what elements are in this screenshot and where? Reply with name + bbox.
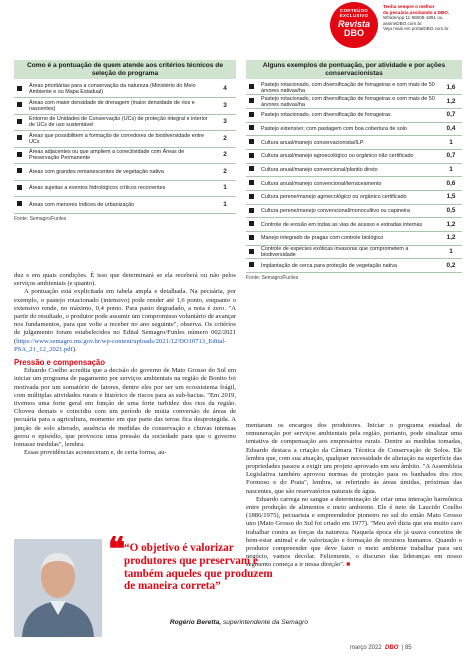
- promo-line5: Veja mais em portalDBO.com.br: [383, 26, 449, 32]
- row-score: 3: [214, 114, 236, 131]
- score-examples-title: Alguns exemplos de pontuação, por atividade e por ações conservacionistas: [246, 60, 462, 79]
- row-score: 1: [214, 197, 236, 214]
- bullet-square-icon: [246, 149, 259, 163]
- section-heading: Pressão e compensação: [14, 358, 106, 368]
- table-row: [246, 204, 462, 218]
- row-score: 0,4: [440, 122, 462, 136]
- table-row: [246, 95, 462, 109]
- bullet-square-icon: [246, 177, 259, 191]
- table-row: [14, 98, 236, 115]
- bullet-square-icon: [14, 147, 27, 164]
- row-label: Cultura anual/manejo conservacionista/ILP: [259, 136, 440, 150]
- bullet-square-icon: [14, 81, 27, 98]
- table-row: [246, 163, 462, 177]
- bullet-square-icon: [14, 197, 27, 214]
- row-label: Cultura anual/manejo convencional/terraceamento: [259, 177, 440, 191]
- subscription-promo: [383, 4, 473, 32]
- row-score: 1: [214, 180, 236, 197]
- quote-author-role: superintendente da Semagro: [222, 619, 308, 626]
- pull-quote: “O objetivo é valorizar produtores que preservam e também aqueles que produzem de maneira correta”: [124, 542, 273, 593]
- score-examples-source: Fonte: Semagro/Funles: [246, 275, 299, 282]
- bullet-square-icon: [246, 163, 259, 177]
- bullet-square-icon: [246, 108, 259, 122]
- bullet-square-icon: [14, 131, 27, 148]
- row-score: 0,5: [440, 204, 462, 218]
- table-row: [14, 180, 236, 197]
- table-row: [246, 81, 462, 95]
- criteria-table-title: Como é a pontuação de quem atende aos critérios técnicos de seleção do programa: [14, 60, 236, 79]
- row-score: 4: [214, 81, 236, 98]
- row-label: Cultura anual/manejo convencional/plantio direto: [259, 163, 440, 177]
- row-label: Áreas com grandes remanescentes de vegetação nativa: [27, 164, 214, 181]
- row-score: 2: [214, 164, 236, 181]
- table-row: [14, 147, 236, 164]
- row-label: Áreas com menores índices de urbanização: [27, 197, 214, 214]
- row-score: 1: [440, 163, 462, 177]
- article-paragraph: Eduardo Coelho acredita que a decisão do governo de Mato Grosso do Sul em iniciar um programa de pagamento por serviços ambientais na região de Bonito foi motivada por um somatório de fatores, dentre eles por ser um ecossistema frágil, com múltiplas atividades rurais e histórico de riscos para as sub-bacias. "Em 2019, tivemos uma forte geral em função de uma forte turbidez dos rios da região. Choveu demais e coincidiu com um período de muita conversão de áreas de pecuária para a agricultura, momento em que parte das terras fica desprotegida. A junção de solo alterado, ausência de medidas de conservação e chuvas intensas gerou o episódio, que provocou uma pressão da sociedade para que o governo tomasse medidas", lembra.: [14, 367, 236, 449]
- row-score: 1,5: [440, 191, 462, 205]
- badge-line1: CONTEÚDO EXCLUSIVO: [339, 8, 369, 18]
- promo-line1: Tenha sempre o melhor: [383, 4, 435, 9]
- row-label: Pastejo rotacionado, com diversificação de forrageiras e com mais de 50 árvores nativas/ha: [259, 95, 440, 109]
- row-score: 2: [214, 131, 236, 148]
- article-paragraph: [14, 288, 236, 354]
- bullet-square-icon: [246, 245, 259, 259]
- row-score: 0,7: [440, 149, 462, 163]
- table-row: [14, 114, 236, 131]
- criteria-table-body: [14, 81, 236, 214]
- row-label: Áreas que possibilitem a formação de corredores de biodiversidade entre UCs: [27, 131, 214, 148]
- article-paragraph-text: Eduardo carrega no sangue a determinação de criar uma interação harmônica entre produção de alimentos e meio ambiente. Ele é neto de Laucido Coelho (1886/1975), pecuarista e empreendedor pioneiro no sul do então Mato Grosso uno (Mato Grosso do Sul foi criado em 1977). "Meu avô dizia que era muito caro trabalhar contra as forças da natureza. Naquela época ele já usava conceitos de bem-estar animal e de valorização e formação de recursos humanos. Quando o produtor compreender que deve fazer o meio ambiente trabalhar para seu negócio, vamos decolar. Felizmente, o discurso das lideranças em nosso segmento começa a ir nessa direção".: [246, 495, 462, 569]
- criteria-table-source: Fonte: Semagro/Funles: [14, 215, 67, 222]
- bullet-square-icon: [246, 259, 259, 273]
- row-score: 1,6: [440, 81, 462, 95]
- promo-line2: da pecuária assinando a DBO.: [383, 9, 450, 15]
- table-row: [246, 108, 462, 122]
- row-label: Áreas sujeitas a eventos hidrológicos críticos recorrentes: [27, 180, 214, 197]
- table-row: [246, 218, 462, 232]
- badge-line3: DBO: [344, 28, 364, 38]
- criteria-table: [14, 60, 236, 222]
- portrait-photo: [14, 539, 102, 637]
- row-label: Cultura anual/manejo agroecológico ou orgânico não certificado: [259, 149, 440, 163]
- row-label: Áreas prioritárias para a conservação da natureza (Ministério do Meio Ambiente e ou Mapa Estadual): [27, 81, 214, 98]
- bullet-square-icon: [14, 180, 27, 197]
- promo-line4: assineDBO.com.br.: [383, 20, 423, 26]
- exclusive-content-badge: [330, 2, 378, 48]
- bullet-square-icon: [246, 218, 259, 232]
- bullet-square-icon: [14, 164, 27, 181]
- table-row: [246, 191, 462, 205]
- row-label: Cultura perene/manejo convencional/monocultivo ou capineira: [259, 204, 440, 218]
- row-score: 1,2: [440, 95, 462, 109]
- score-examples-body: [246, 81, 462, 273]
- row-label: Cultura perene/manejo agroecológico ou orgânico certificado: [259, 191, 440, 205]
- row-score: 1: [440, 245, 462, 259]
- table-row: [14, 131, 236, 148]
- footer-date: março 2022: [350, 645, 382, 651]
- row-score: 1,2: [440, 218, 462, 232]
- row-label: Manejo integrado de pragas com controle biológico: [259, 232, 440, 246]
- bullet-square-icon: [14, 114, 27, 131]
- table-row: [246, 259, 462, 273]
- table-row: [14, 164, 236, 181]
- row-label: Pastejo rotacionado, com diversificação de forrageiras e com mais de 50 árvores nativas/ha: [259, 81, 440, 95]
- promo-line3: WhatsApp 11 98608-1891 ou: [383, 15, 443, 21]
- row-score: 2: [214, 147, 236, 164]
- end-mark: ■: [346, 561, 351, 569]
- footer-brand: DBO: [385, 645, 399, 651]
- article-paragraph: mentaram os encargos dos produtores. Iniciar o programa estadual de remuneração por serviços ambientais pela região, portanto, pode sinalizar uma tentativa de compensação aos empresários rurais. Dentre as medidas tomadas, Eduardo destaca a criação da Câmara Técnica de Conservação de Solos. Ele lembra que, com sua atuação, qualquer necessidade de alteração na superfície das propriedades passou a exigir um projeto aprovado em seu âmbito. "A Assembleia Legislativa também aprovou normas de proteção para os banhados dos rios Formoso e do Prata", lembra, se referindo às áreas úmidas, próximas das nascentes, que são reservatórios naturais de água.: [246, 422, 462, 495]
- edital-link[interactable]: https://www.semagro.ms.gov.br/wp-content/uploads/2021/12/DO10713_Edital-PSA_21_12_2021.pdf: [14, 337, 227, 353]
- row-score: 0,2: [440, 259, 462, 273]
- row-label: Implantação de cerca para proteção de vegetação nativa: [259, 259, 440, 273]
- table-row: [246, 136, 462, 150]
- table-row: [246, 149, 462, 163]
- row-score: 0,7: [440, 108, 462, 122]
- badge-line2: Revista: [337, 19, 371, 29]
- row-label: Áreas com maior densidade de drenagem (maior densidade de rios e nascentes): [27, 98, 214, 115]
- row-score: 3: [214, 98, 236, 115]
- article-paragraph: Essas providências aconteceram e, de certa forma, au-: [24, 449, 167, 457]
- bullet-square-icon: [246, 81, 259, 95]
- row-score: 1,2: [440, 232, 462, 246]
- quote-author: Rogério Beretta,: [169, 619, 222, 626]
- score-examples-table: [246, 60, 462, 281]
- bullet-square-icon: [246, 204, 259, 218]
- bullet-square-icon: [246, 232, 259, 246]
- bullet-square-icon: [14, 98, 27, 115]
- table-row: [246, 245, 462, 259]
- row-score: 0,6: [440, 177, 462, 191]
- table-row: [246, 177, 462, 191]
- quote-mark-icon: ❝: [108, 531, 126, 567]
- row-label: Controle de espécies exóticas invasoras que comprometem a biodiversidade: [259, 245, 440, 259]
- table-row: [246, 122, 462, 136]
- row-label: Pastejo extensivo; com pastagem com boa cobertura de solo: [259, 122, 440, 136]
- page-number: 85: [404, 645, 412, 651]
- row-label: Pastejo rotacionado, com diversificação de forrageiras: [259, 108, 440, 122]
- article-paragraph-text: ).: [72, 345, 77, 353]
- portrait-illustration: [14, 539, 102, 637]
- row-score: 1: [440, 136, 462, 150]
- bullet-square-icon: [246, 191, 259, 205]
- bullet-square-icon: [246, 136, 259, 150]
- quote-caption: [148, 619, 308, 626]
- row-label: Áreas adjacentes ou que ampliem a conectividade com Áreas de Preservação Permanente: [27, 147, 214, 164]
- row-label: Controle de erosão em todas as vias de acesso e estradas internas: [259, 218, 440, 232]
- table-row: [14, 81, 236, 98]
- article-left-column: [14, 272, 236, 457]
- table-row: [246, 232, 462, 246]
- table-row: [14, 197, 236, 214]
- row-label: Entorno de Unidades de Conservação (UCs) de proteção integral e interior de UCs de uso sustentável: [27, 114, 214, 131]
- page-footer: março 2022 DBO | 85: [350, 645, 412, 651]
- bullet-square-icon: [246, 95, 259, 109]
- article-paragraph-text: A pontuação está explicitada em tabela ampla e detalhada. Na pecuária, por exemplo, o pastejo rotacionado (intensivo) pode render até 1,6 ponto, enquanto o extensivo rende, no máximo, 0,4 ponto. Para pasto degradado, a nota é zero. "A partir do resultado, o produtor pode assumir um compromisso voluntário de avançar nos fundamentos, para que volte a receber no ano seguinte", observa. Os critérios de julgamento foram estabelecidos no Edital Semagro/Funles número 002/2021 (: [14, 288, 236, 345]
- bullet-square-icon: [246, 122, 259, 136]
- article-paragraph: duz e em quais condições. É isso que determinará se ela receberá ou não pelos serviços ambientais (e quanto).: [14, 272, 236, 288]
